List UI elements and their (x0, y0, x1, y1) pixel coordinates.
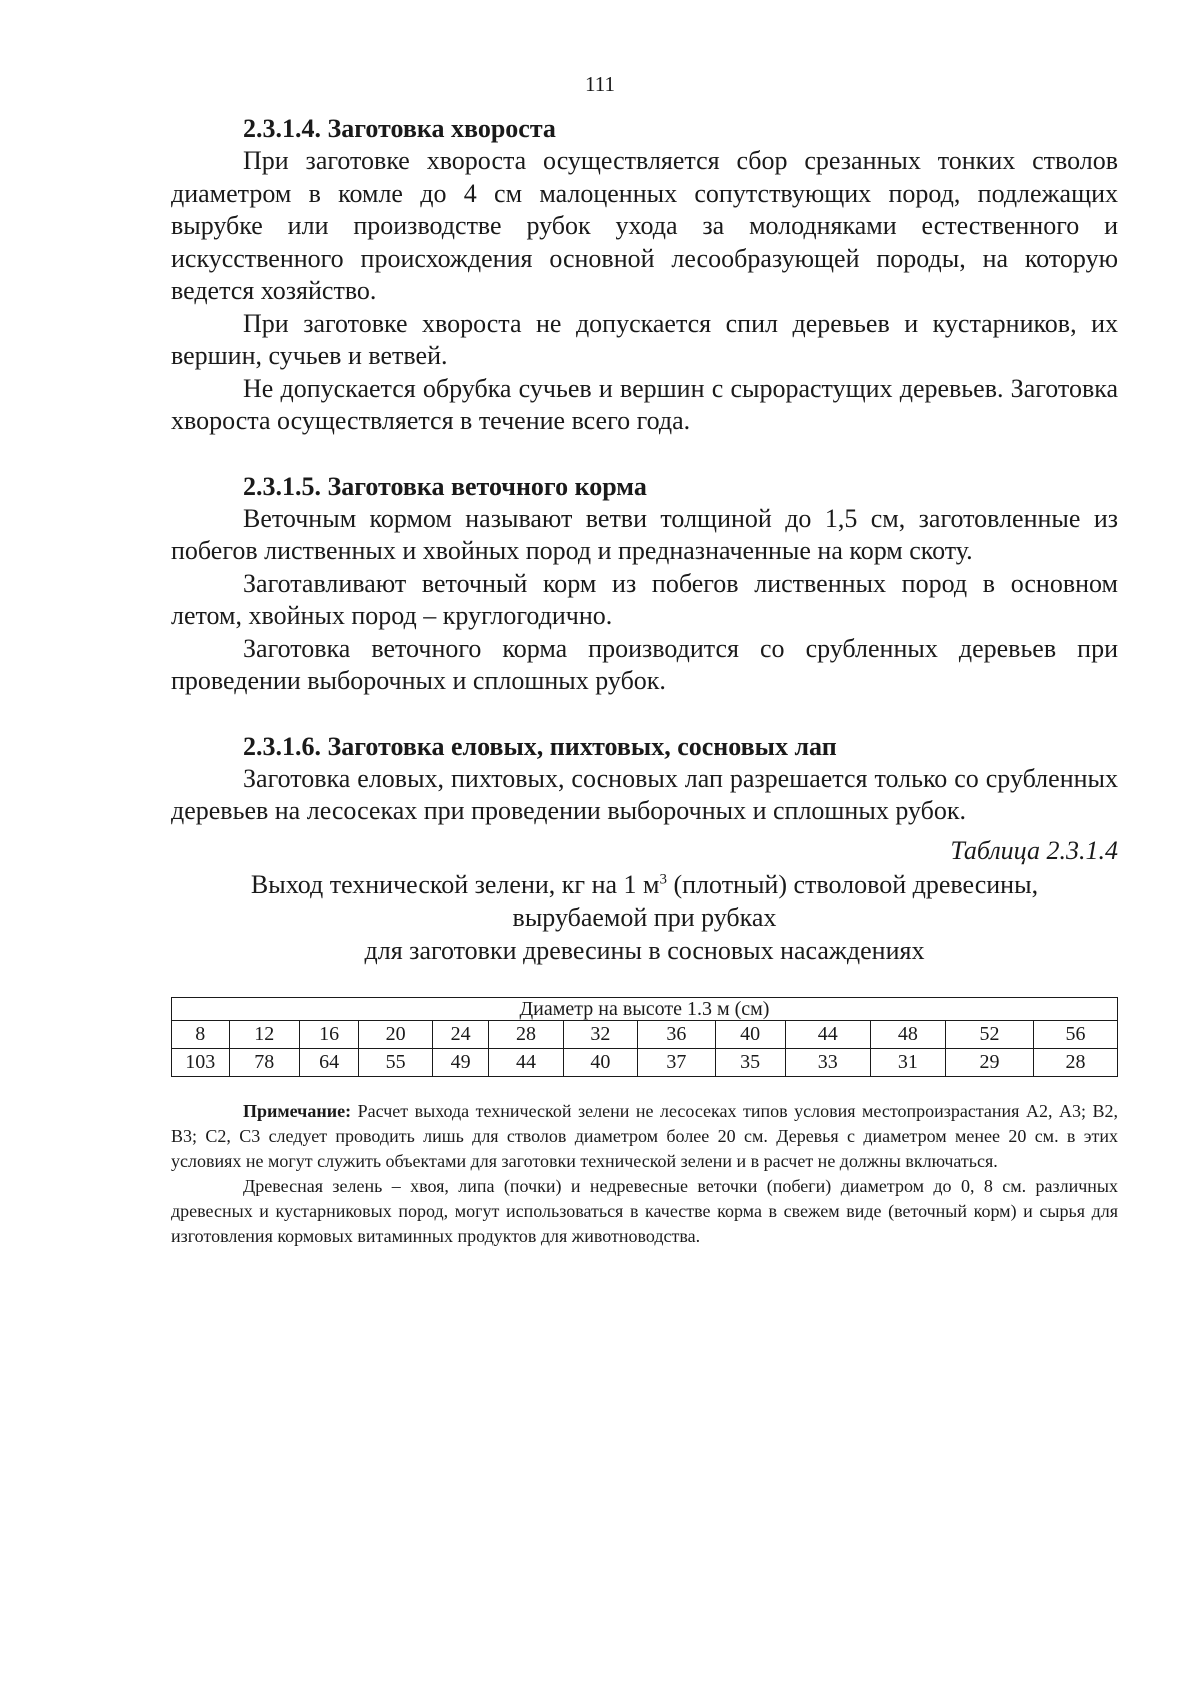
table-header-row (172, 997, 1118, 1020)
table-cell: 24 (432, 1020, 489, 1048)
note-paragraph (171, 1099, 1118, 1174)
table-title (171, 868, 1118, 901)
note-text: Расчет выхода технической зелени не лесосеках типов условия местопроизрастания А2, А3; В2, В3; С2, С3 следует проводить лишь для стволов диаметром более 20 см. Деревья с диаметром менее 20 см. в этих условиях не могут служить объектами для заготовки технической зелени и в расчет не должны включаться. (171, 1100, 1118, 1171)
table-cell: 64 (299, 1048, 359, 1076)
green-yield-table (171, 997, 1118, 1077)
section-heading: 2.3.1.5. Заготовка веточного корма (243, 471, 647, 501)
table-cell: 16 (299, 1020, 359, 1048)
table-row-values (172, 1048, 1118, 1076)
paragraph: Заготавливают веточный корм из побегов лиственных пород в основном летом, хвойных пород – круглогодично. (171, 568, 1118, 630)
section-heading: 2.3.1.6. Заготовка еловых, пихтовых, сосновых лап (243, 731, 837, 761)
paragraph: Заготовка веточного корма производится со срубленных деревьев при проведении выборочных и сплошных рубок. (171, 633, 1118, 695)
table-title-superscript: 3 (659, 870, 667, 887)
paragraph: Веточным кормом называют ветви толщиной до 1,5 см, заготовленные из побегов лиственных и хвойных пород и предназначенные на корм скоту. (171, 503, 1118, 565)
table-cell: 31 (870, 1048, 945, 1076)
table-cell: 44 (785, 1020, 870, 1048)
table-cell: 37 (638, 1048, 716, 1076)
table-cell: 29 (946, 1048, 1034, 1076)
table-cell: 55 (359, 1048, 432, 1076)
section-brushwood (171, 112, 1118, 438)
notes-block (171, 1099, 1118, 1249)
table-title: для заготовки древесины в сосновых насаждениях (364, 935, 925, 965)
table-cell: 28 (489, 1020, 563, 1048)
paragraph: При заготовке хвороста осуществляется сбор срезанных тонких стволов диаметром в комле до 4 см малоценных сопутствующих пород, подлежащих вырубке или производстве рубок ухода за молодняками естественного и искусственного происхождения основной лесообразующей породы, на которую ведется хозяйство. (171, 146, 1118, 305)
table-cell: 35 (715, 1048, 785, 1076)
table-cell: 40 (563, 1048, 637, 1076)
table-cell: 103 (172, 1048, 230, 1076)
document-body (171, 112, 1118, 1249)
paragraph: Заготовка еловых, пихтовых, сосновых лап разрешается только со срубленных деревьев на лесосеках при проведении выборочных и сплошных рубок. (171, 763, 1118, 825)
table-cell: 8 (172, 1020, 230, 1048)
paragraph: При заготовке хвороста не допускается спил деревьев и кустарников, их вершин, сучьев и ветвей. (171, 308, 1118, 370)
page-number: 111 (585, 72, 615, 96)
table-row-diameters (172, 1020, 1118, 1048)
table-title: вырубаемой при рубках (512, 902, 777, 932)
table-cell: 56 (1034, 1020, 1118, 1048)
table-cell: 48 (870, 1020, 945, 1048)
note-label: Примечание: (243, 1100, 352, 1121)
table-cell: 28 (1034, 1048, 1118, 1076)
table-cell: 44 (489, 1048, 563, 1076)
section-conifer-branches (171, 730, 1118, 828)
table-title-text: Выход технической зелени, кг на 1 м (250, 869, 660, 899)
section-heading: 2.3.1.4. Заготовка хвороста (243, 114, 556, 143)
table-cell: 12 (229, 1020, 299, 1048)
table-cell: 32 (563, 1020, 637, 1048)
section-branch-fodder (171, 470, 1118, 698)
table-cell: 52 (946, 1020, 1034, 1048)
table-caption: Таблица 2.3.1.4 (950, 835, 1118, 865)
table-cell: 49 (432, 1048, 489, 1076)
table-cell: 40 (715, 1020, 785, 1048)
table-header-cell: Диаметр на высоте 1.3 м (см) (172, 997, 1118, 1020)
table-cell: 20 (359, 1020, 432, 1048)
table-title-text: (плотный) стволовой древесины, (666, 869, 1039, 899)
table-cell: 36 (638, 1020, 716, 1048)
table-cell: 33 (785, 1048, 870, 1076)
note-paragraph: Древесная зелень – хвоя, липа (почки) и недревесные веточки (побеги) диаметром до 0, 8 см. различных древесных и кустарниковых пород, могут использоваться в качестве корма в свежем виде (веточный корм) и сырья для изготовления кормовых витаминных продуктов для животноводства. (171, 1175, 1118, 1246)
paragraph: Не допускается обрубка сучьев и вершин с сырорастущих деревьев. Заготовка хвороста осуществляется в течение всего года. (171, 373, 1118, 435)
table-cell: 78 (229, 1048, 299, 1076)
